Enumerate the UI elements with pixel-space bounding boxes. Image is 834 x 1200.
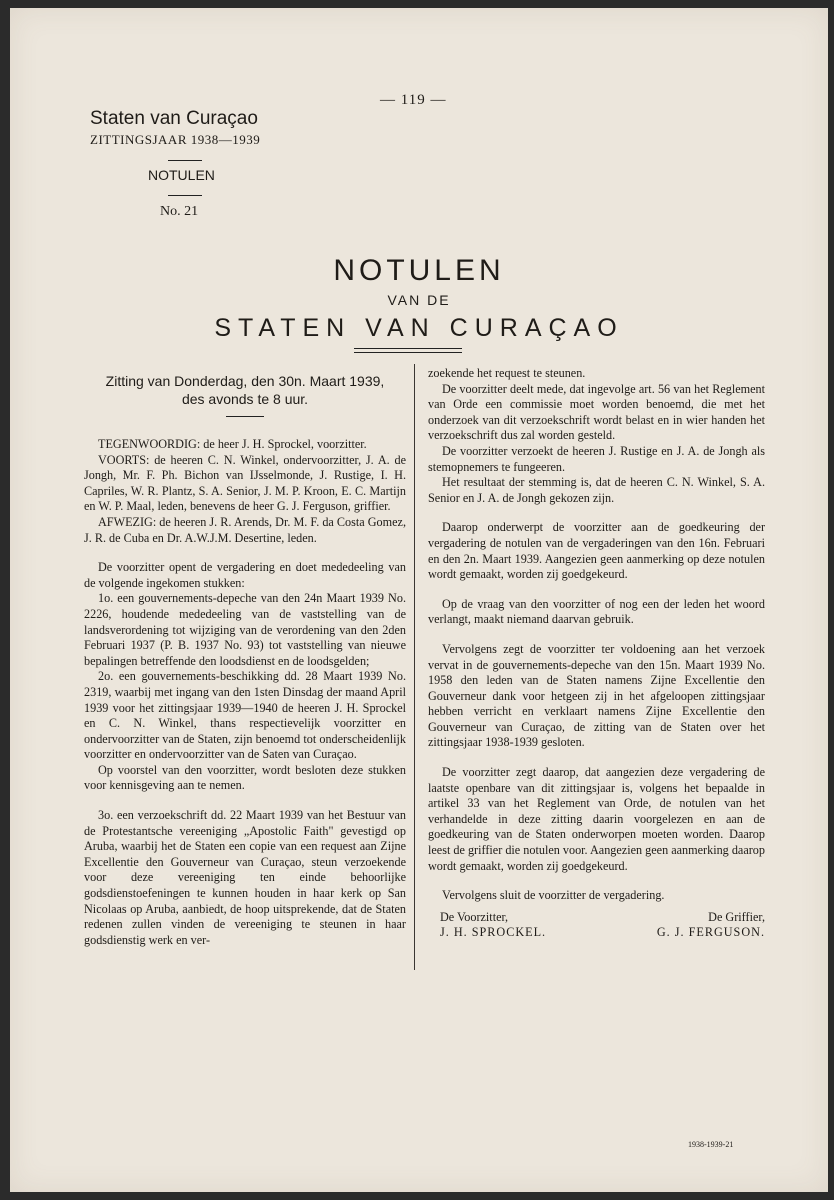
- footer-code: 1938-1939-21: [688, 1140, 734, 1149]
- sitting-heading-2: des avonds te 8 uur.: [181, 391, 309, 407]
- paragraph: De voorzitter zegt daarop, dat aangezien deze vergadering de laatste openbare van dit zittingsjaar is, volgens het bepaalde in artikel 33 van het Reglement van Orde, de notulen van het verhandelde in deze zitting daarin voorgelezen en aan de goedkeuring van de Staten onderworpen moeten worden. Daarop leest de griffier die notulen voor. Aangezien geen aanmerking daarop wordt gemaakt, worden zij goedgekeurd.: [428, 765, 765, 873]
- opening-paragraph: De voorzitter opent de vergadering en doet mededeeling van de volgende ingekomen stukken:: [84, 560, 406, 590]
- divider: [226, 416, 264, 417]
- continued-text: zoekende het request te steunen.: [428, 366, 586, 380]
- sitting-heading-1: Zitting van Donderdag, den 30n. Maart 1939,: [105, 373, 385, 389]
- title-body: STATEN VAN CURAÇAO: [214, 314, 624, 342]
- session-year: ZITTINGSJAAR 1938—1939: [90, 132, 261, 147]
- attendance-also: VOORTS: de heeren C. N. Winkel, ondervoorzitter, J. A. de Jongh, Mr. F. Ph. Bichon van IJsselmonde, J. Rustige, I. H. Capriles, W. R. Plantz, S. A. Senior, J. M. P. Kroon, E. C. Martijn en W. P. Maal, leden, benevens de heer G. J. Ferguson, griffier.: [84, 452, 406, 514]
- paragraph: De voorzitter deelt mede, dat ingevolge art. 56 van het Reglement van Orde een commissie moet worden benoemd, die met het onderzoek van dit verzoekschrift wordt belast en in wier handen het verzoekschrift dus zal worden gesteld.: [428, 381, 765, 443]
- page-number: — 119 —: [380, 92, 447, 108]
- main-title: NOTULEN: [333, 254, 505, 287]
- signature-role-chair: De Voorzitter,: [440, 909, 509, 924]
- divider: [168, 195, 202, 196]
- incoming-item-2: 2o. een gouvernements-beschikking dd. 28 Maart 1939 No. 2319, waarbij met ingang van den 1sten Dinsdag der maand April 1939 voor het zittingsjaar 1939—1940 de heeren J. H. Sprockel en C. N. Winkel, thans respectievelijk voorzitter en ondervoorzitter van de Staten, zijn benoemd tot onderscheidenlijk voorzitter en ondervoorzitter van de Saten van Curaçao.: [84, 669, 406, 762]
- masthead: [80, 108, 280, 220]
- document-type: NOTULEN: [148, 167, 215, 183]
- paragraph: Vervolgens zegt de voorzitter ter voldoening aan het verzoek vervat in de gouvernements-depeche van den 15n. Maart 1939 No. 1958 den leden van de Staten namens Zijne Excellentie den Gouverneur dank voor hetgeen zij in het afgeloopen zittingsjaar hebben verricht en verklaart namens Zijne Excellentie den Gouverneur van Curaçao, de zitting van de Staten over het zittingsjaar 1938-1939 gesloten.: [428, 641, 765, 750]
- divider: [168, 160, 202, 161]
- signatures: [428, 910, 765, 941]
- organization-name: Staten van Curaçao: [90, 108, 258, 129]
- column-divider: [414, 364, 415, 970]
- left-column: [84, 372, 406, 948]
- paragraph: Daarop onderwerpt de voorzitter aan de goedkeuring der vergadering de notulen van de vergaderingen van den 16n. Februari en den 2n. Maart 1939. Aangezien geen aanmerking op deze notulen wordt gemaakt, worden zij goedgekeurd.: [428, 520, 765, 582]
- title-subline: VAN DE: [387, 292, 451, 308]
- attendance-present: TEGENWOORDIG: de heer J. H. Sprockel, voorzitter.: [98, 437, 367, 451]
- title-rule: [354, 348, 462, 349]
- incoming-item-3: 3o. een verzoekschrift dd. 22 Maart 1939 van het Bestuur van de Protestantsche vereeniging „Apostolic Faith" gevestigd op Aruba, waarbij het de Staten een copie van een request aan Zijne Excellentie den Gouverneur van Curaçao, steun verzoekende voor deze vereeniging ten einde behoorlijke godsdienstoefeningen te kunnen houden in haar kerk op San Nicolaas op Aruba, aanbiedt, de hoop uitsprekende, dat de Staten redenen zullen vinden de vereeniging te steunen in haar godsdienstig werk en ver-: [84, 808, 406, 947]
- right-column: [428, 366, 765, 941]
- signature-role-clerk: De Griffier,: [708, 909, 765, 924]
- closing-paragraph: Vervolgens sluit de voorzitter de vergadering.: [442, 888, 665, 903]
- paragraph: De voorzitter verzoekt de heeren J. Rustige en J. A. de Jongh als stemopnemers te fungeeren.: [428, 443, 765, 474]
- paragraph: Op de vraag van den voorzitter of nog een der leden het woord verlangt, maakt niemand daarvan gebruik.: [428, 596, 765, 627]
- attendance-absent: AFWEZIG: de heeren J. R. Arends, Dr. M. F. da Costa Gomez, J. R. de Cuba en Dr. A.W.J.M. Desertine, leden.: [84, 514, 406, 545]
- document-number: No. 21: [160, 204, 199, 219]
- incoming-item-1: 1o. een gouvernements-depeche van den 24n Maart 1939 No. 2226, houdende mededeeling van de vaststelling van de landsverordening tot wijziging van de verordening van den 2den Februari 1937 (P. B. 1937 No. 93) tot vaststelling van nieuwe bepalingen betreffende den loodsdienst en de loodsgelden;: [84, 591, 406, 668]
- signature-name-chair: J. H. SPROCKEL.: [440, 925, 547, 940]
- paragraph: Het resultaat der stemming is, dat de heeren C. N. Winkel, S. A. Senior en J. A. de Jongh gekozen zijn.: [428, 475, 765, 505]
- title-rule: [354, 352, 462, 353]
- signature-name-clerk: G. J. FERGUSON.: [656, 925, 765, 940]
- document-page: [10, 8, 828, 1192]
- proposal-paragraph: Op voorstel van den voorzitter, wordt besloten deze stukken voor kennisgeving aan te nemen.: [84, 762, 406, 793]
